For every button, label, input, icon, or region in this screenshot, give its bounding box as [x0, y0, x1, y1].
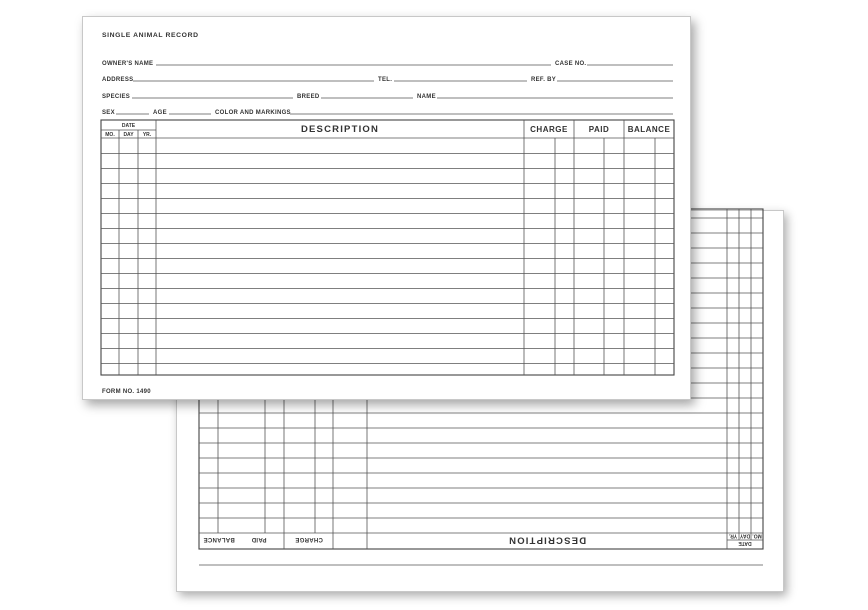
- front-row-lines: [101, 154, 674, 364]
- case-no-label: CASE NO.: [555, 61, 587, 67]
- owners-name-label: OWNER'S NAME: [102, 61, 154, 67]
- front-date-label: DATE: [121, 123, 136, 129]
- front-mo-label: MO.: [105, 132, 115, 138]
- sex-label: SEX: [102, 110, 115, 116]
- front-table-border: [101, 120, 674, 375]
- breed-label: BREED: [297, 94, 320, 100]
- front-card-form: [83, 17, 692, 401]
- back-charge-header: CHARGE: [295, 536, 323, 542]
- age-label: AGE: [153, 110, 167, 116]
- back-mo-label: MO.: [752, 532, 762, 539]
- address-label: ADDRESS: [102, 77, 134, 83]
- front-day-label: DAY: [123, 132, 134, 138]
- color-markings-label: COLOR AND MARKINGS: [215, 110, 291, 116]
- back-day-label: DAY: [739, 532, 751, 539]
- species-label: SPECIES: [102, 94, 131, 100]
- front-yr-label: YR.: [142, 132, 152, 138]
- tel-label: TEL.: [378, 77, 393, 83]
- back-paid-header: PAID: [251, 536, 267, 542]
- back-description-header: DESCRIPTION: [507, 534, 587, 546]
- front-balance-header: BALANCE: [627, 125, 671, 134]
- form-title: SINGLE ANIMAL RECORD: [102, 32, 199, 39]
- name-label: NAME: [417, 94, 436, 100]
- front-charge-header: CHARGE: [530, 125, 568, 134]
- back-balance-header: BALANCE: [203, 536, 235, 542]
- back-yr-label: YR.: [728, 532, 738, 539]
- ref-by-label: REF. BY: [531, 77, 557, 83]
- record-card-front: [82, 16, 691, 400]
- front-description-header: DESCRIPTION: [300, 124, 380, 135]
- back-date-label: DATE: [738, 540, 752, 546]
- front-paid-header: PAID: [588, 125, 610, 134]
- form-number: FORM NO. 1490: [102, 389, 151, 395]
